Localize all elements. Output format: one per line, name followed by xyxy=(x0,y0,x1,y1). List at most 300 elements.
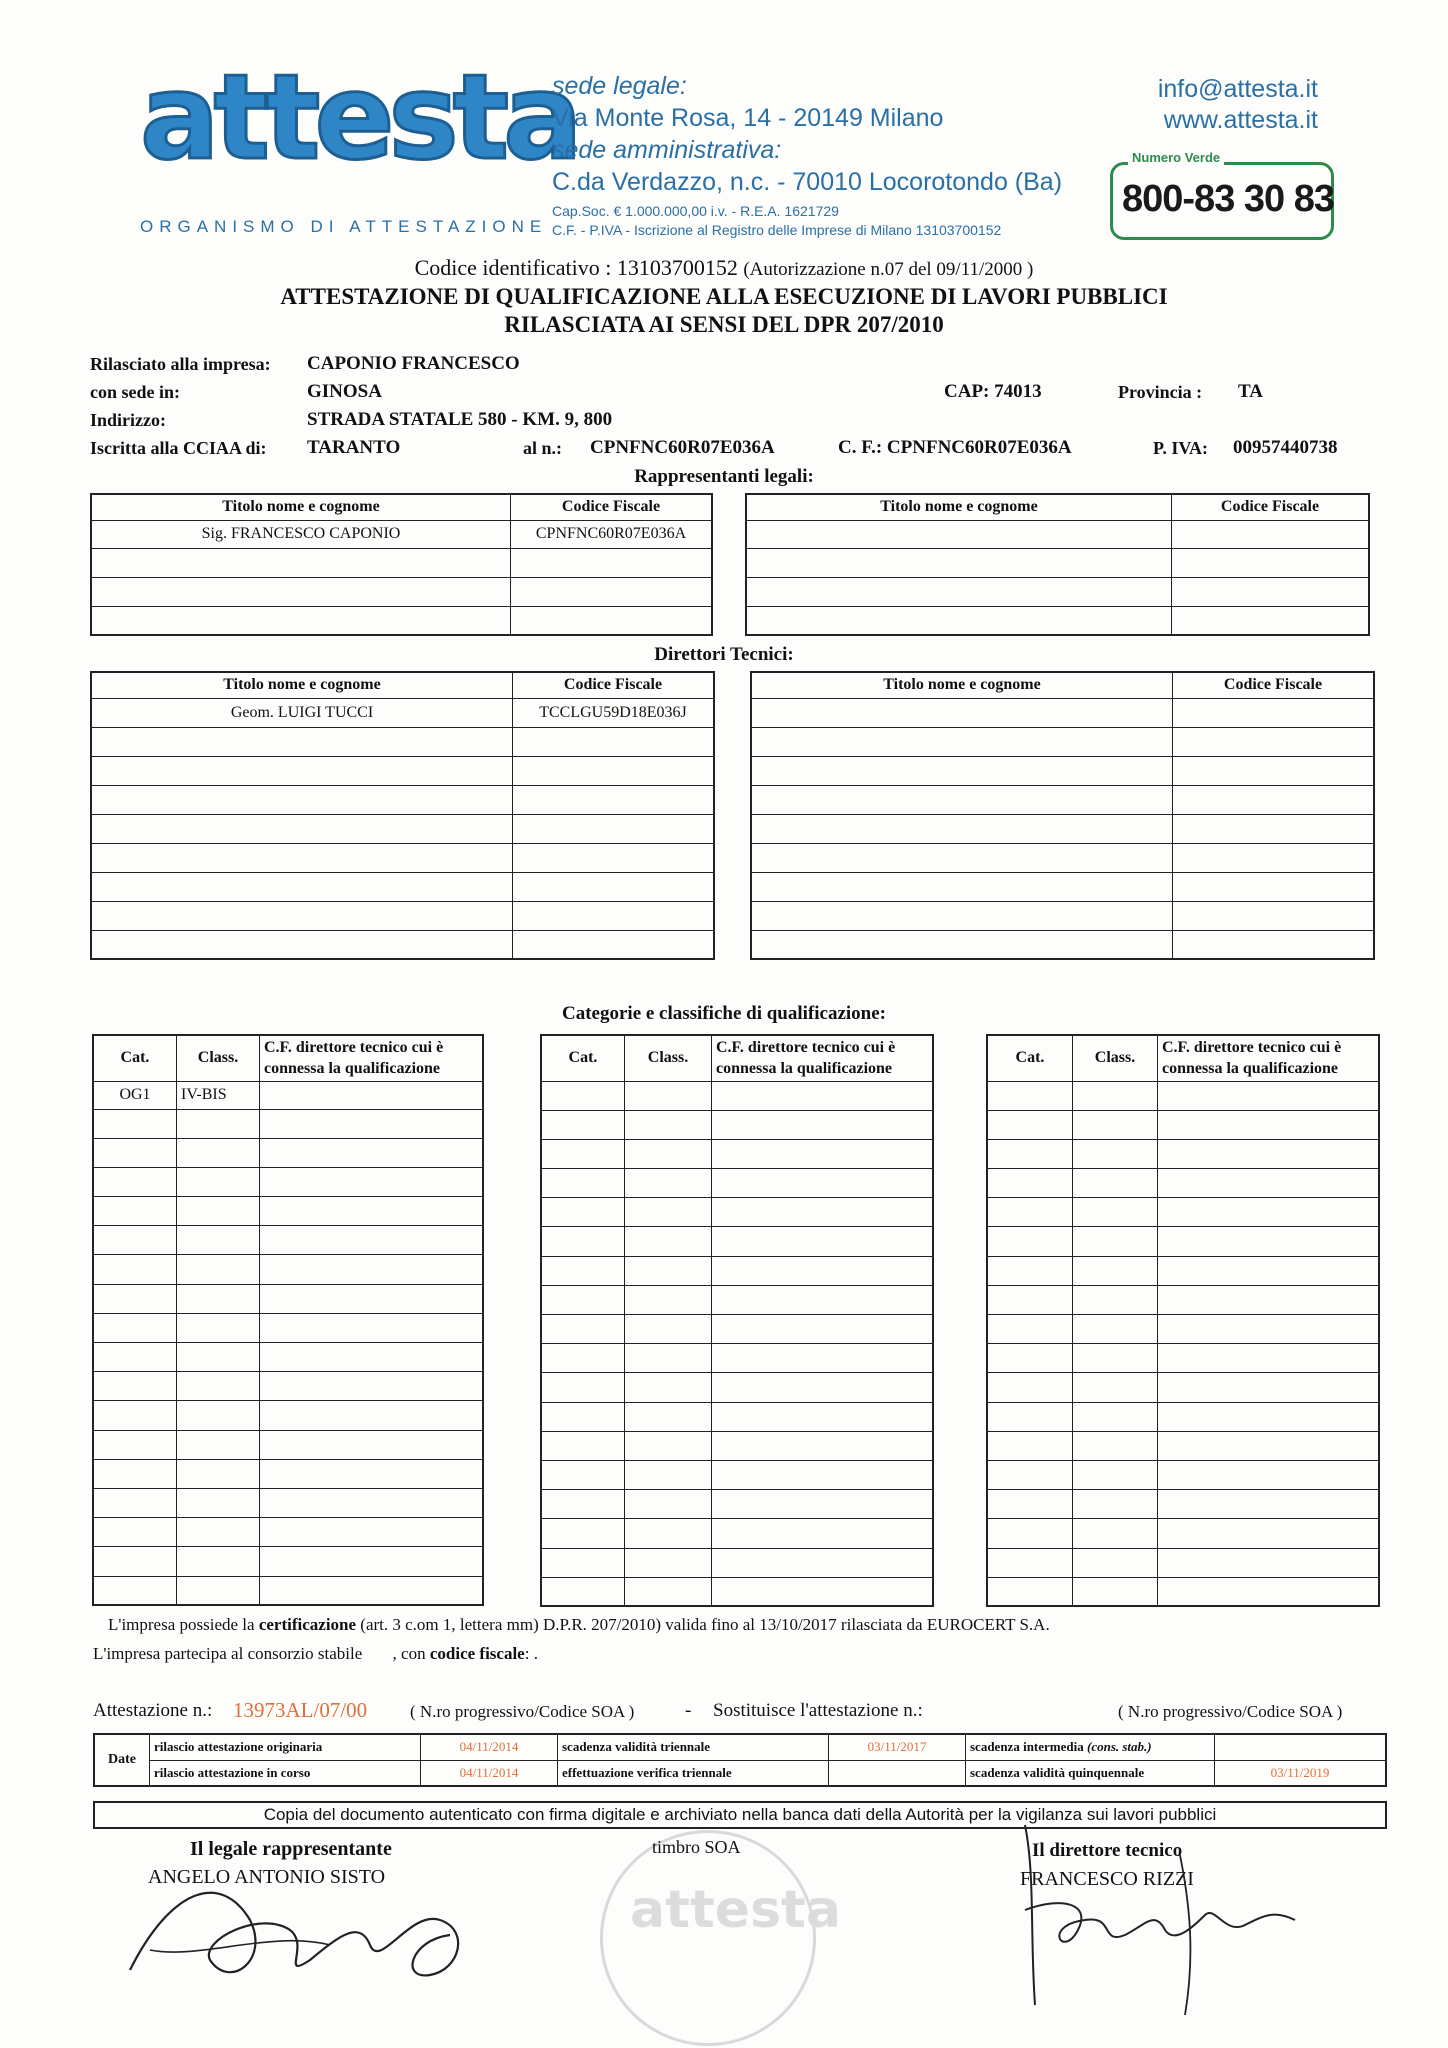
table-row xyxy=(541,1373,933,1402)
table-cell xyxy=(93,1488,177,1517)
table-cell xyxy=(1073,1460,1158,1489)
table-cell xyxy=(1158,1460,1380,1489)
verifica-triennale-value xyxy=(829,1760,966,1786)
table-row xyxy=(987,1431,1379,1460)
cf-value xyxy=(260,1081,484,1109)
class-value: IV-BIS xyxy=(177,1081,260,1109)
table-row xyxy=(987,1169,1379,1198)
table-cell xyxy=(987,1519,1073,1548)
table-cell xyxy=(1158,1373,1380,1402)
categorie-table-left xyxy=(92,1034,484,1606)
table-cell xyxy=(177,1576,260,1605)
table-cell xyxy=(93,1430,177,1459)
table-cell xyxy=(712,1227,934,1256)
table-row xyxy=(91,577,712,606)
table-cell xyxy=(260,1313,484,1342)
direttore-cf: TCCLGU59D18E036J xyxy=(513,698,715,727)
table-cell xyxy=(987,1460,1073,1489)
table-cell xyxy=(625,1285,712,1314)
table-cell xyxy=(177,1401,260,1430)
direttore-label: Il direttore tecnico xyxy=(1032,1840,1183,1861)
table-row xyxy=(987,1344,1379,1373)
table-row xyxy=(751,872,1374,901)
table-cell xyxy=(1158,1315,1380,1344)
table-cell xyxy=(712,1110,934,1139)
rappresentante-cf xyxy=(511,606,713,635)
cap-value: CAP: 74013 xyxy=(944,381,1042,402)
table-cell xyxy=(1158,1285,1380,1314)
table-cell xyxy=(1073,1519,1158,1548)
table-row xyxy=(91,698,714,727)
table-cell xyxy=(177,1518,260,1547)
table-cell xyxy=(987,1139,1073,1168)
table-cell xyxy=(712,1431,934,1460)
table-cell xyxy=(625,1402,712,1431)
table-row xyxy=(541,1169,933,1198)
rilascio-corso-label: rilascio attestazione in corso xyxy=(150,1760,421,1786)
table-row xyxy=(91,548,712,577)
table-cell xyxy=(541,1519,625,1548)
table-cell xyxy=(93,1518,177,1547)
table-cell xyxy=(987,1256,1073,1285)
table-cell xyxy=(177,1226,260,1255)
table-cell xyxy=(541,1227,625,1256)
table-cell xyxy=(712,1519,934,1548)
table-cell xyxy=(625,1577,712,1606)
scadenza-quinquennale-value: 03/11/2019 xyxy=(1215,1760,1387,1786)
cciaa-label: Iscritta alla CCIAA di: xyxy=(90,438,267,458)
table-row xyxy=(541,1460,933,1489)
table-cell xyxy=(1073,1577,1158,1606)
scadenza-intermedia-value xyxy=(1215,1734,1387,1760)
table-cell xyxy=(260,1518,484,1547)
table-cell xyxy=(625,1256,712,1285)
table-row xyxy=(751,756,1374,785)
table-cell xyxy=(541,1285,625,1314)
table-row xyxy=(91,756,714,785)
table-cell xyxy=(1073,1344,1158,1373)
table-cell xyxy=(1158,1110,1380,1139)
table-row xyxy=(91,727,714,756)
table-row xyxy=(93,1255,483,1284)
table-row xyxy=(987,1577,1379,1606)
table-cell xyxy=(712,1285,934,1314)
table-cell xyxy=(260,1372,484,1401)
direttori-heading: Direttori Tecnici: xyxy=(654,644,794,665)
table-cell xyxy=(177,1547,260,1576)
scadenza-triennale-label: scadenza validità triennale xyxy=(558,1734,829,1760)
col-cf-header: Codice Fiscale xyxy=(1173,672,1375,698)
table-cell xyxy=(260,1138,484,1167)
table-row xyxy=(541,1256,933,1285)
table-row xyxy=(746,548,1369,577)
table-cell xyxy=(93,1576,177,1605)
table-cell xyxy=(541,1315,625,1344)
direttori-table-right xyxy=(750,671,1375,960)
direttore-name: Geom. LUIGI TUCCI xyxy=(91,698,513,727)
table-cell xyxy=(1158,1548,1380,1577)
verifica-triennale-label: effettuazione verifica triennale xyxy=(558,1760,829,1786)
table-cell xyxy=(987,1198,1073,1227)
table-row xyxy=(93,1401,483,1430)
certificazione-text-c: (art. 3 c.om 1, lettera mm) D.P.R. 207/2010) valida fino al 13/10/2017 rilasciata da EUROCERT S.A. xyxy=(356,1615,1050,1634)
table-cell xyxy=(260,1547,484,1576)
legale-label: Il legale rappresentante xyxy=(190,1838,392,1860)
table-row xyxy=(751,843,1374,872)
sostituisce-label: Sostituisce l'attestazione n.: xyxy=(713,1700,923,1721)
attestazione-number: 13973AL/07/00 xyxy=(233,1698,368,1722)
table-cell xyxy=(260,1226,484,1255)
table-cell xyxy=(987,1285,1073,1314)
table-cell xyxy=(93,1284,177,1313)
categorie-table-right xyxy=(986,1034,1380,1607)
table-cell xyxy=(712,1548,934,1577)
capitale-sociale: Cap.Soc. € 1.000.000,00 i.v. - R.E.A. 1621729 xyxy=(552,203,839,219)
table-row xyxy=(987,1519,1379,1548)
progressivo-note-2: ( N.ro progressivo/Codice SOA ) xyxy=(1118,1702,1343,1721)
table-row xyxy=(91,814,714,843)
rappresentante-cf xyxy=(511,548,713,577)
table-cell xyxy=(93,1343,177,1372)
table-row xyxy=(541,1285,933,1314)
title-line-1: ATTESTAZIONE DI QUALIFICAZIONE ALLA ESECUZIONE DI LAVORI PUBBLICI xyxy=(280,284,1168,309)
table-row xyxy=(93,1081,483,1109)
certificazione-line xyxy=(108,1615,1050,1635)
table-cell xyxy=(177,1313,260,1342)
table-cell xyxy=(1073,1373,1158,1402)
table-row xyxy=(541,1519,933,1548)
table-row xyxy=(93,1576,483,1605)
table-row xyxy=(751,698,1374,727)
table-cell xyxy=(541,1431,625,1460)
certificazione-text-b: certificazione xyxy=(258,1615,357,1634)
table-cell xyxy=(712,1577,934,1606)
numero-verde: 800-83 30 83 xyxy=(1122,178,1334,220)
rappresentante-name xyxy=(91,606,511,635)
table-cell xyxy=(1073,1315,1158,1344)
table-cell xyxy=(93,1167,177,1196)
scadenza-intermedia-text: scadenza intermedia xyxy=(970,1739,1084,1755)
rilasciato-label: Rilasciato alla impresa: xyxy=(90,354,271,374)
table-cell xyxy=(177,1109,260,1138)
table-row xyxy=(541,1227,933,1256)
table-cell xyxy=(541,1110,625,1139)
table-cell xyxy=(93,1547,177,1576)
table-cell xyxy=(987,1402,1073,1431)
attesta-logo: attesta xyxy=(140,48,577,186)
table-cell xyxy=(541,1373,625,1402)
table-cell xyxy=(1158,1344,1380,1373)
stamp-logo-text: attesta xyxy=(630,1880,841,1940)
website-link[interactable]: www.attesta.it xyxy=(1163,106,1318,134)
rilascio-orig-label: rilascio attestazione originaria xyxy=(150,1734,421,1760)
table-cell xyxy=(712,1256,934,1285)
title-line-2: RILASCIATA AI SENSI DEL DPR 207/2010 xyxy=(504,312,944,337)
table-row xyxy=(987,1315,1379,1344)
table-cell xyxy=(712,1373,934,1402)
indirizzo-value: STRADA STATALE 580 - KM. 9, 800 xyxy=(307,409,613,430)
direttori-table-left xyxy=(90,671,715,960)
table-row xyxy=(91,843,714,872)
table-cell xyxy=(177,1197,260,1226)
table-cell xyxy=(1158,1139,1380,1168)
table-cell xyxy=(712,1139,934,1168)
table-cell xyxy=(625,1490,712,1519)
table-cell xyxy=(1073,1548,1158,1577)
dates-table xyxy=(93,1733,1387,1787)
certificazione-text-a: L'impresa possiede la xyxy=(108,1615,259,1634)
table-row xyxy=(541,1490,933,1519)
table-cell xyxy=(625,1315,712,1344)
table-cell xyxy=(987,1431,1073,1460)
table-cell xyxy=(541,1139,625,1168)
table-cell xyxy=(712,1402,934,1431)
table-row xyxy=(746,577,1369,606)
codice-fiscale-value: C. F.: CPNFNC60R07E036A xyxy=(838,437,1072,458)
piva-value: 00957440738 xyxy=(1233,437,1338,458)
table-cell xyxy=(541,1402,625,1431)
table-row xyxy=(541,1315,933,1344)
table-row xyxy=(541,1402,933,1431)
table-row xyxy=(91,930,714,959)
rilascio-corso-value: 04/11/2014 xyxy=(421,1760,558,1786)
table-cell xyxy=(987,1227,1073,1256)
consorzio-line xyxy=(93,1644,538,1664)
table-row xyxy=(541,1139,933,1168)
table-cell xyxy=(177,1430,260,1459)
al-n-value: CPNFNC60R07E036A xyxy=(590,437,775,458)
table-row xyxy=(987,1402,1379,1431)
table-row xyxy=(93,1547,483,1576)
table-row xyxy=(91,901,714,930)
consorzio-text-d: : . xyxy=(524,1644,538,1663)
col-name-header: Titolo nome e cognome xyxy=(746,494,1172,520)
table-cell xyxy=(1158,1198,1380,1227)
table-cell xyxy=(541,1460,625,1489)
table-row xyxy=(93,1343,483,1372)
table-cell xyxy=(625,1548,712,1577)
table-cell xyxy=(1073,1402,1158,1431)
table-row xyxy=(987,1081,1379,1110)
numero-verde-label: Numero Verde xyxy=(1128,150,1224,165)
col-cat-header: Cat. xyxy=(987,1035,1073,1081)
table-cell xyxy=(541,1198,625,1227)
table-cell xyxy=(625,1227,712,1256)
categorie-heading: Categorie e classifiche di qualificazione: xyxy=(562,1003,886,1024)
table-row xyxy=(541,1344,933,1373)
categorie-table-middle xyxy=(540,1034,934,1607)
table-cell xyxy=(260,1459,484,1488)
table-cell xyxy=(1158,1256,1380,1285)
table-cell xyxy=(541,1490,625,1519)
table-cell xyxy=(93,1109,177,1138)
table-cell xyxy=(177,1138,260,1167)
rilascio-orig-value: 04/11/2014 xyxy=(421,1734,558,1760)
table-row xyxy=(746,606,1369,635)
table-row xyxy=(93,1284,483,1313)
table-cell xyxy=(177,1284,260,1313)
table-cell xyxy=(177,1372,260,1401)
table-cell xyxy=(541,1169,625,1198)
table-cell xyxy=(93,1313,177,1342)
attestazione-label: Attestazione n.: xyxy=(93,1700,213,1721)
rappresentanti-table-left xyxy=(90,493,713,636)
table-cell xyxy=(625,1169,712,1198)
table-cell xyxy=(1158,1227,1380,1256)
table-row xyxy=(91,606,712,635)
table-cell xyxy=(260,1430,484,1459)
table-cell xyxy=(1158,1431,1380,1460)
table-cell xyxy=(625,1110,712,1139)
table-cell xyxy=(712,1490,934,1519)
table-cell xyxy=(177,1488,260,1517)
table-cell xyxy=(260,1197,484,1226)
scadenza-quinquennale-label: scadenza validità quinquennale xyxy=(966,1760,1215,1786)
table-cell xyxy=(541,1081,625,1110)
table-cell xyxy=(712,1344,934,1373)
consorzio-text-c: codice fiscale xyxy=(429,1644,525,1663)
col-cf-header: Codice Fiscale xyxy=(1172,494,1370,520)
table-row xyxy=(987,1285,1379,1314)
table-cell xyxy=(541,1577,625,1606)
table-row xyxy=(987,1198,1379,1227)
col-cf-header: Codice Fiscale xyxy=(511,494,713,520)
table-cell xyxy=(93,1197,177,1226)
table-row xyxy=(987,1460,1379,1489)
table-cell xyxy=(260,1401,484,1430)
table-cell xyxy=(625,1081,712,1110)
col-class-header: Class. xyxy=(177,1035,260,1081)
table-cell xyxy=(1158,1169,1380,1198)
table-cell xyxy=(1073,1490,1158,1519)
rappresentante-name xyxy=(91,548,511,577)
table-cell xyxy=(1073,1169,1158,1198)
table-cell xyxy=(625,1519,712,1548)
partita-iva-header: C.F. - P.IVA - Iscrizione al Registro delle Imprese di Milano 13103700152 xyxy=(552,222,1002,238)
table-cell xyxy=(177,1255,260,1284)
table-cell xyxy=(541,1256,625,1285)
timbro-label: timbro SOA xyxy=(652,1837,741,1857)
table-cell xyxy=(1158,1519,1380,1548)
table-row xyxy=(93,1313,483,1342)
table-cell xyxy=(987,1373,1073,1402)
table-cell xyxy=(712,1198,934,1227)
table-cell xyxy=(1158,1490,1380,1519)
table-cell xyxy=(177,1459,260,1488)
progressivo-note: ( N.ro progressivo/Codice SOA ) xyxy=(410,1702,635,1721)
provincia-label: Provincia : xyxy=(1118,382,1203,402)
table-row xyxy=(91,872,714,901)
rappresentanti-table-right xyxy=(745,493,1370,636)
table-cell xyxy=(987,1344,1073,1373)
email-link[interactable]: info@attesta.it xyxy=(1157,75,1318,103)
table-cell xyxy=(260,1343,484,1372)
table-cell xyxy=(987,1490,1073,1519)
autorizzazione: (Autorizzazione n.07 del 09/11/2000 ) xyxy=(743,259,1034,280)
table-row xyxy=(987,1110,1379,1139)
table-cell xyxy=(1073,1081,1158,1110)
table-cell xyxy=(1073,1285,1158,1314)
table-cell xyxy=(93,1459,177,1488)
table-cell xyxy=(1158,1577,1380,1606)
col-cf-header: C.F. direttore tecnico cui è connessa la qualificazione xyxy=(260,1035,484,1081)
table-cell xyxy=(93,1138,177,1167)
table-row xyxy=(751,727,1374,756)
col-name-header: Titolo nome e cognome xyxy=(751,672,1173,698)
table-cell xyxy=(987,1169,1073,1198)
table-row xyxy=(93,1167,483,1196)
table-cell xyxy=(177,1343,260,1372)
col-cat-header: Cat. xyxy=(541,1035,625,1081)
table-cell xyxy=(1073,1110,1158,1139)
table-cell xyxy=(625,1344,712,1373)
table-row xyxy=(987,1548,1379,1577)
table-row xyxy=(987,1373,1379,1402)
table-cell xyxy=(625,1198,712,1227)
sede-amministrativa-label: sede amministrativa: xyxy=(552,136,782,164)
table-cell xyxy=(712,1315,934,1344)
table-cell xyxy=(1073,1198,1158,1227)
rappresentante-name: Sig. FRANCESCO CAPONIO xyxy=(91,520,511,548)
table-cell xyxy=(712,1460,934,1489)
table-cell xyxy=(1073,1431,1158,1460)
table-cell xyxy=(1073,1227,1158,1256)
dash: - xyxy=(685,1700,692,1721)
table-row xyxy=(751,901,1374,930)
table-cell xyxy=(1073,1256,1158,1285)
sede-label: con sede in: xyxy=(90,382,180,402)
table-row xyxy=(93,1488,483,1517)
table-cell xyxy=(541,1548,625,1577)
table-row xyxy=(93,1138,483,1167)
table-cell xyxy=(260,1284,484,1313)
table-cell xyxy=(93,1372,177,1401)
rilasciato-value: CAPONIO FRANCESCO xyxy=(307,353,520,374)
table-cell xyxy=(260,1576,484,1605)
scadenza-intermedia-label xyxy=(966,1734,1215,1760)
codice-identificativo: Codice identificativo : 13103700152 xyxy=(414,255,738,280)
table-row xyxy=(987,1227,1379,1256)
table-row xyxy=(746,520,1369,548)
table-row xyxy=(987,1139,1379,1168)
table-row xyxy=(93,1197,483,1226)
table-row xyxy=(751,814,1374,843)
table-row xyxy=(541,1081,933,1110)
rappresentante-cf xyxy=(511,577,713,606)
legale-name: ANGELO ANTONIO SISTO xyxy=(148,1866,386,1888)
cciaa-value: TARANTO xyxy=(307,437,401,458)
codice-identificativo-line xyxy=(0,255,1448,281)
scadenza-intermedia-note: (cons. stab.) xyxy=(1086,1739,1152,1755)
table-row xyxy=(91,785,714,814)
table-cell xyxy=(987,1315,1073,1344)
org-subtitle: ORGANISMO DI ATTESTAZIONE xyxy=(140,217,548,236)
col-cf-header: C.F. direttore tecnico cui è connessa la qualificazione xyxy=(712,1035,934,1081)
legale-signature xyxy=(110,1850,500,2010)
table-cell xyxy=(541,1344,625,1373)
indirizzo-label: Indirizzo: xyxy=(90,410,166,430)
table-cell xyxy=(625,1460,712,1489)
table-cell xyxy=(260,1488,484,1517)
rappresentanti-heading: Rappresentanti legali: xyxy=(634,466,814,487)
table-cell xyxy=(1073,1139,1158,1168)
sede-value: GINOSA xyxy=(307,381,382,402)
table-row xyxy=(987,1490,1379,1519)
date-label: Date xyxy=(94,1734,150,1786)
table-row xyxy=(93,1226,483,1255)
table-cell xyxy=(625,1373,712,1402)
sede-amministrativa: C.da Verdazzo, n.c. - 70010 Locorotondo (Ba) xyxy=(552,168,1063,196)
